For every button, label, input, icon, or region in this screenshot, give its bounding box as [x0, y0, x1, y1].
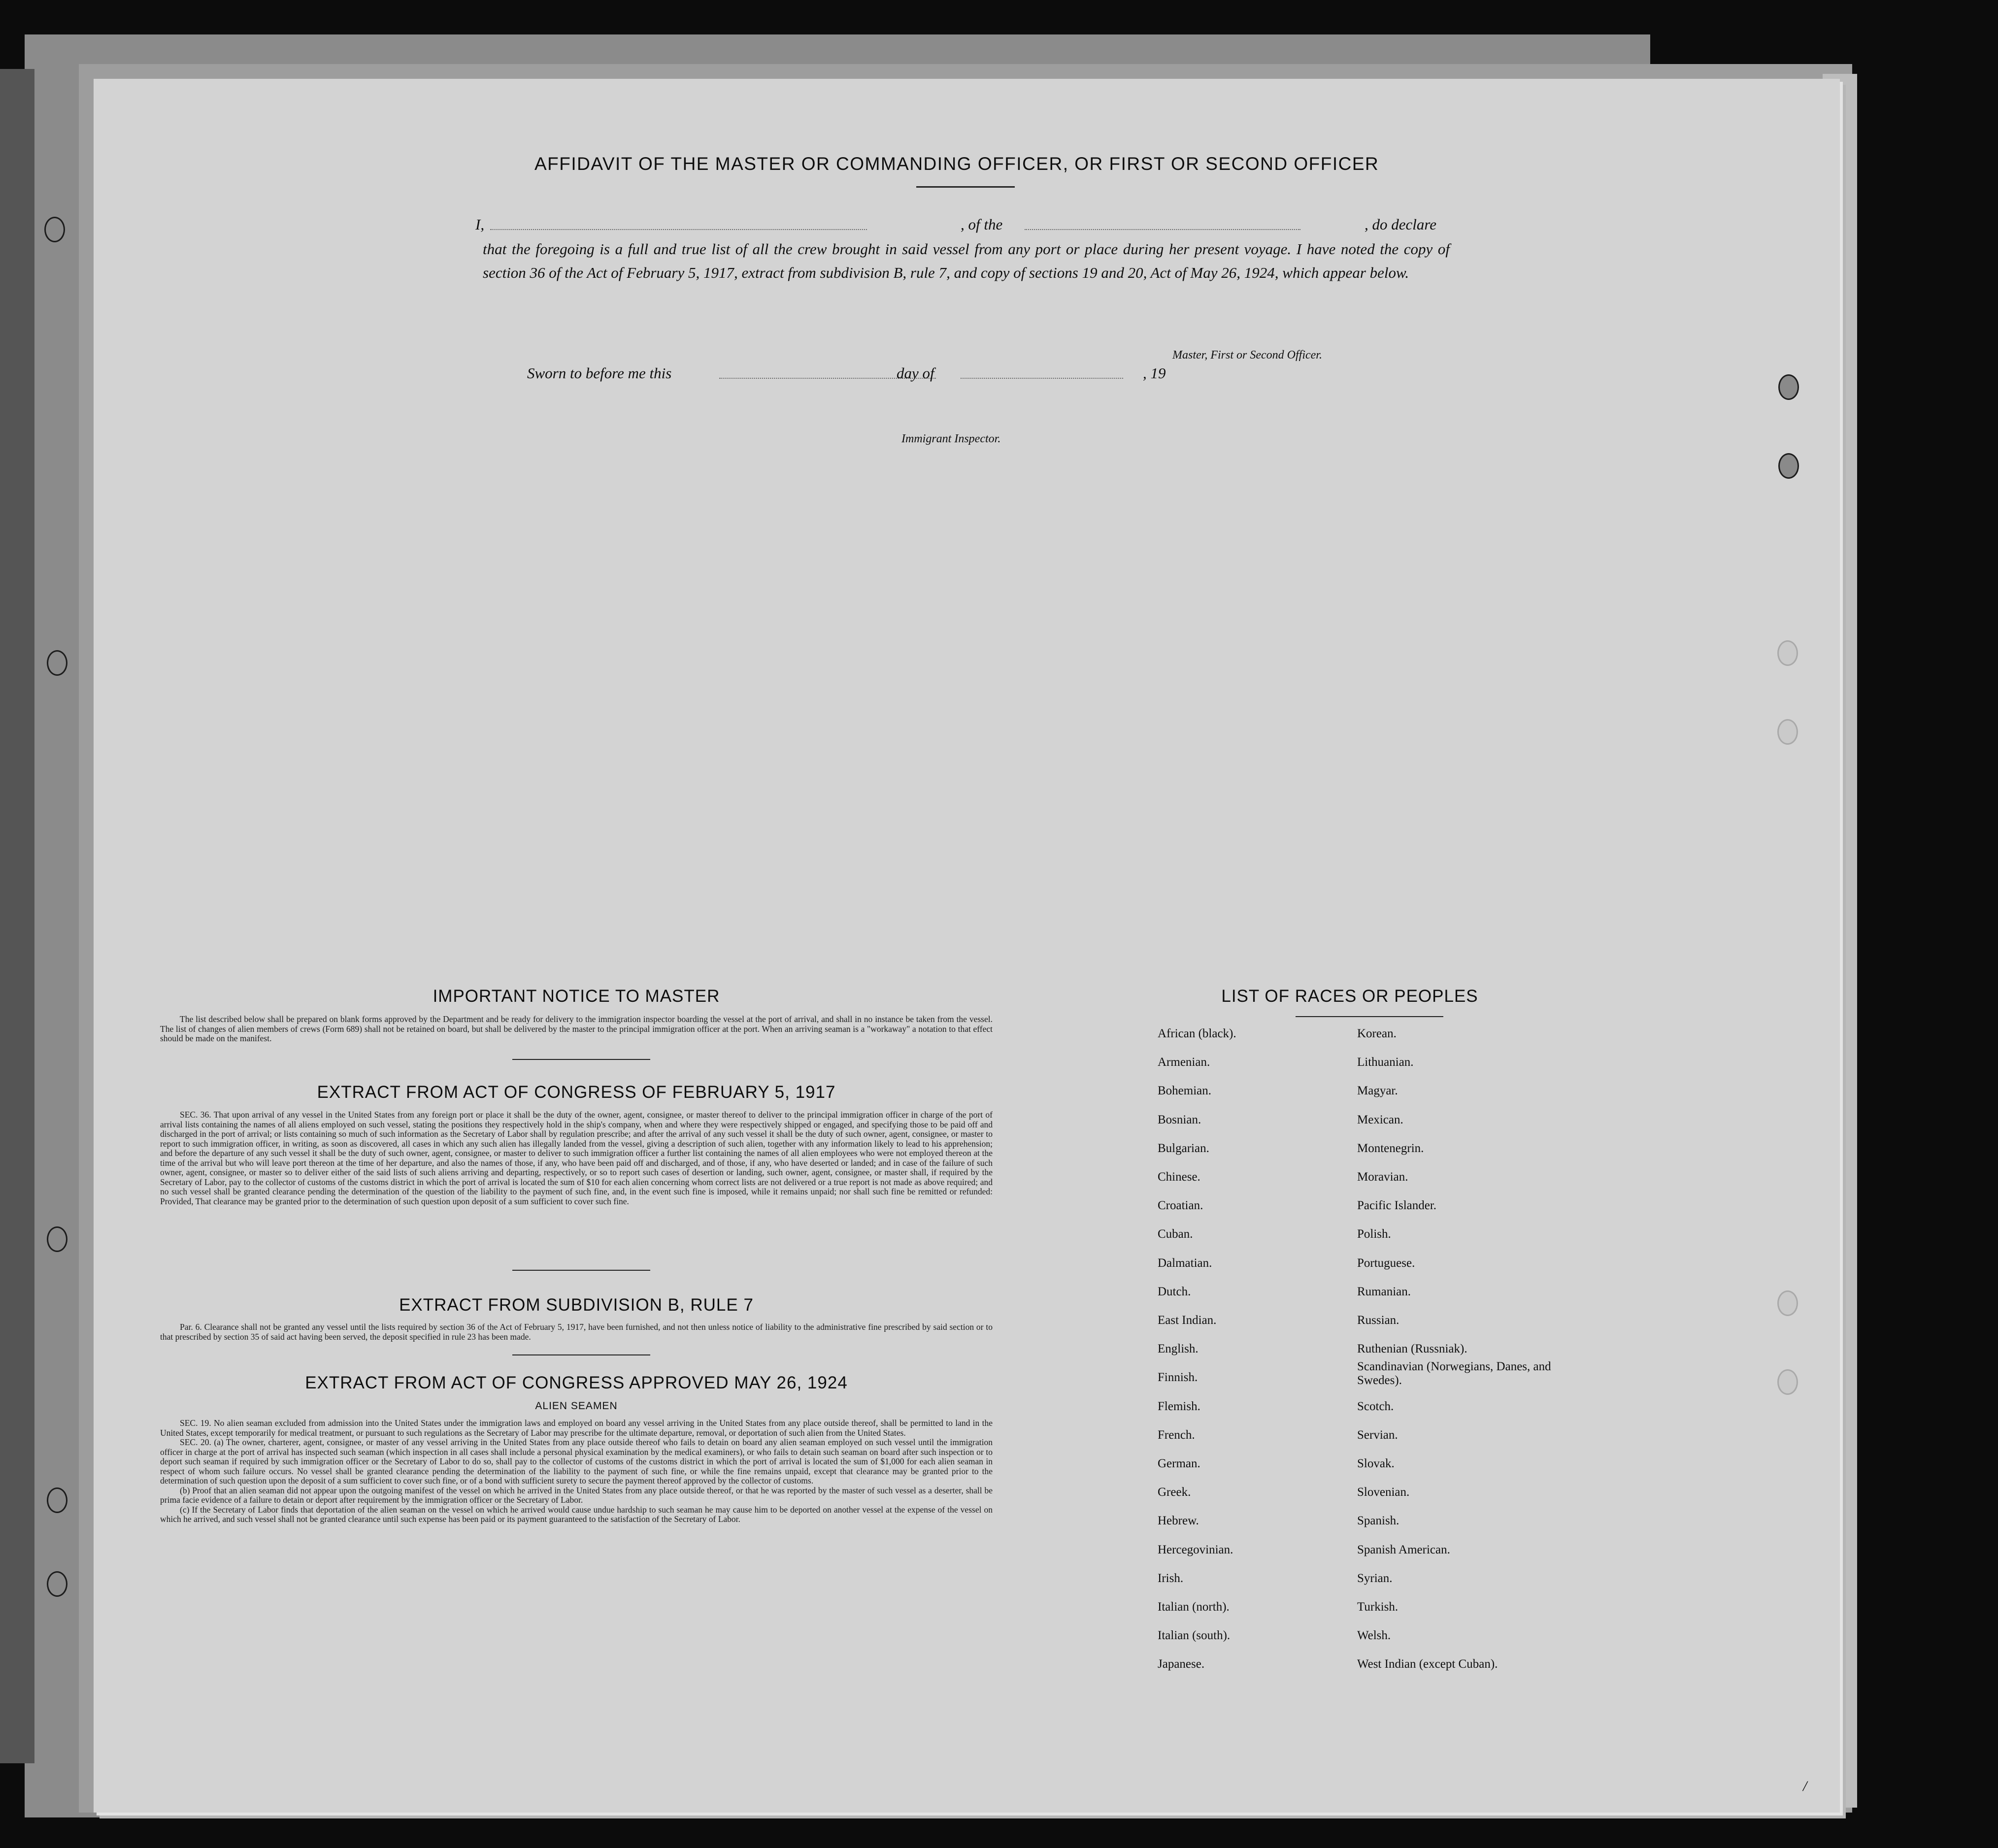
master-signature-label: Master, First or Second Officer.	[1172, 349, 1322, 362]
race-item: Hercegovinian.	[1158, 1543, 1233, 1556]
race-item: German.	[1158, 1457, 1200, 1470]
sheet-hole	[1777, 1290, 1798, 1316]
race-item: Finnish.	[1158, 1371, 1198, 1385]
race-item: Dutch.	[1158, 1285, 1191, 1298]
day-of-label: day of	[897, 364, 934, 382]
race-item: Italian (south).	[1158, 1629, 1231, 1643]
section-20b-text: (b) Proof that an alien seaman did not appear upon the outgoing manifest of the vessel on which he arrived in the United States from any place outside thereof, or that he was reported by the master of such vessel as a deserter, shall be prima facie evidence of a failure to detain or deport after requirement by the immigration officer or the Secretary of Labor.	[160, 1485, 993, 1505]
sworn-month-field[interactable]	[961, 378, 1123, 379]
sworn-label: Sworn to before me this	[527, 364, 672, 382]
race-item: Russian.	[1357, 1314, 1399, 1327]
races-title: LIST OF RACES OR PEOPLES	[1221, 987, 1478, 1006]
race-item: Polish.	[1357, 1227, 1391, 1241]
binder-hole	[44, 217, 65, 242]
race-item: Ruthenian (Russniak).	[1357, 1342, 1467, 1356]
race-item: Irish.	[1158, 1571, 1184, 1585]
race-item: Flemish.	[1158, 1399, 1200, 1413]
sheet-hole	[1778, 374, 1799, 400]
race-item: Bulgarian.	[1158, 1141, 1209, 1155]
race-item: Cuban.	[1158, 1227, 1193, 1241]
sheet-hole	[1777, 719, 1798, 745]
notice-title: IMPORTANT NOTICE TO MASTER	[433, 987, 720, 1006]
section-20c-text: (c) If the Secretary of Labor finds that deportation of the alien seaman on the vessel on which he arrived would cause undue hardship to such seaman he may cause him to be deported on another vessel at the expense of the vessel on which he arrived, and such vessel shall not be granted clearance until such expense has been paid or its payment guaranteed to the satisfaction of the Secretary of Labor.	[160, 1504, 993, 1524]
race-item: Slovenian.	[1357, 1485, 1410, 1499]
race-item: Dalmatian.	[1158, 1256, 1212, 1270]
do-declare-label: , do declare	[1365, 216, 1437, 233]
race-item: English.	[1158, 1342, 1199, 1356]
alien-seamen-subtitle: ALIEN SEAMEN	[535, 1400, 618, 1412]
race-item: Greek.	[1158, 1485, 1191, 1499]
binder-hole	[47, 1226, 67, 1252]
binder-spine	[0, 69, 34, 1763]
race-item: Japanese.	[1158, 1657, 1205, 1671]
inspector-signature-label: Immigrant Inspector.	[901, 432, 1001, 445]
extract-rule7-title: EXTRACT FROM SUBDIVISION B, RULE 7	[399, 1295, 754, 1315]
race-item: Korean.	[1357, 1027, 1397, 1040]
title-rule	[916, 186, 1015, 188]
race-item: Bohemian.	[1158, 1084, 1212, 1098]
race-item: Pacific Islander.	[1357, 1199, 1437, 1213]
races-title-rule	[1296, 1016, 1443, 1017]
race-item: Italian (north).	[1158, 1600, 1230, 1614]
sheet-hole	[1777, 1369, 1798, 1395]
manifest-sheet	[94, 79, 1840, 1813]
race-item: Lithuanian.	[1357, 1056, 1414, 1069]
extract-rule7-text: Par. 6. Clearance shall not be granted any vessel until the lists required by section 36 of the Act of February 5, 1917, have been furnished, and not then unless notice of liability to the administrative fine prescribed by said section or to that prescribed by section 35 of said act having been served, the deposit specified in rule 23 has been made.	[160, 1322, 993, 1342]
race-item: Spanish American.	[1357, 1543, 1450, 1556]
race-item: Croatian.	[1158, 1199, 1203, 1213]
vessel-name-field[interactable]	[1025, 229, 1300, 230]
race-item: Spanish.	[1357, 1514, 1399, 1528]
binder-hole	[47, 1571, 67, 1597]
race-item: Armenian.	[1158, 1056, 1210, 1069]
extract-1917-title: EXTRACT FROM ACT OF CONGRESS OF FEBRUARY 5, 1917	[317, 1083, 836, 1102]
race-item: Mexican.	[1357, 1113, 1403, 1126]
race-item: Rumanian.	[1357, 1285, 1411, 1298]
race-item: Magyar.	[1357, 1084, 1398, 1098]
race-item: Portuguese.	[1357, 1256, 1415, 1270]
binder-hole	[47, 650, 67, 676]
race-item: Servian.	[1357, 1428, 1398, 1442]
sheet-hole	[1777, 640, 1798, 666]
race-item: African (black).	[1158, 1027, 1236, 1040]
binder-hole	[47, 1487, 67, 1513]
race-item: Hebrew.	[1158, 1514, 1199, 1528]
section-rule	[512, 1059, 650, 1060]
race-item: East Indian.	[1158, 1314, 1217, 1327]
race-item: West Indian (except Cuban).	[1357, 1657, 1498, 1671]
race-item: Slovak.	[1357, 1457, 1395, 1470]
affiant-label: I,	[475, 216, 485, 233]
extract-1924-title: EXTRACT FROM ACT OF CONGRESS APPROVED MAY 26, 1924	[305, 1373, 848, 1392]
race-item: Syrian.	[1357, 1571, 1393, 1585]
race-item: Scandinavian (Norwegians, Danes, and Swedes).	[1357, 1360, 1551, 1387]
notice-text: The list described below shall be prepared on blank forms approved by the Department and be ready for delivery to the immigration inspector boarding the vessel at the port of arrival, and shall in no instance be taken from the vessel. The list of changes of alien members of crews (Form 689) shall not be retained on board, but shall be delivered by the master to the principal immigration officer at the port. When an arriving seaman is a "workaway" a notation to that effect should be made on the manifest.	[160, 1014, 993, 1043]
affidavit-title: AFFIDAVIT OF THE MASTER OR COMMANDING OFFICER, OR FIRST OR SECOND OFFICER	[534, 154, 1379, 174]
race-item: Moravian.	[1357, 1170, 1408, 1184]
race-item: Turkish.	[1357, 1600, 1399, 1614]
extract-1917-text: SEC. 36. That upon arrival of any vessel in the United States from any foreign port or place it shall be the duty of the owner, agent, consignee, or master thereof to deliver to the principal immigration officer in charge of the port of arrival lists containing the names of all aliens employed on such vessel, stating the positions they respectively hold in the ship's company, when and where they were respectively shipped or engaged, and specifying those to be paid off and discharged in the port of arrival; or lists containing so much of such information as the Secretary of Labor shall by regulation prescribe; and after the arrival of any such vessel it shall be the duty of such owner, agent, consignee, or master to report to such immigration officer, in writing, as soon as discovered, all cases in which any such alien has illegally landed from the vessel, giving a description of such alien, together with any information likely to lead to his apprehension; and before the departure of any such vessel it shall be the duty of such owner, agent, consignee, or master to deliver to such immigration officer a further list containing the names of all alien employees who were not employed thereon at the time of the arrival but who will leave port thereon at the time of her departure, and also the names of those, if any, who have been paid off and discharged, and of those, if any, who have deserted or landed; and in case of the failure of such owner, agent, consignee, or master so to deliver either of the said lists of such aliens arriving and departing, respectively, or so to report such cases of desertion or landing, such owner, agent, consignee, or master shall, if required by the Secretary of Labor, pay to the collector of customs of the customs district in which the port of arrival is located the sum of $10 for each alien concerning whom correct lists are not delivered or a true report is not made as above required; and no such vessel shall be granted clearance pending the determination of the question of the liability to the payment of such fine, and, in the event such fine is imposed, while it remains unpaid; nor shall such fine be remitted or refunded: Provided, That clearance may be granted prior to the determination of such question upon deposit of a sum sufficient to cover such fine.	[160, 1110, 993, 1206]
race-item: Welsh.	[1357, 1629, 1391, 1643]
section-19-text: SEC. 19. No alien seaman excluded from admission into the United States under the immigration laws and employed on board any vessel arriving in the United States from any place outside thereof, shall be permitted to land in the United States, except temporarily for medical treatment, or pursuant to such regulations as the Secretary of Labor may prescribe for the ultimate departure, removal, or deportation of such alien from the United States.	[160, 1418, 993, 1438]
of-the-label: , of the	[961, 216, 1003, 233]
race-item: Chinese.	[1158, 1170, 1200, 1184]
race-item: French.	[1158, 1428, 1195, 1442]
sheet-hole	[1778, 453, 1799, 479]
race-item: Scotch.	[1357, 1399, 1394, 1413]
year-label: , 19	[1143, 364, 1166, 382]
race-item: Bosnian.	[1158, 1113, 1201, 1126]
race-item: Montenegrin.	[1357, 1141, 1424, 1155]
section-20a-text: SEC. 20. (a) The owner, charterer, agent, consignee, or master of any vessel arriving in the United States from any place outside thereof who fails to detain on board any alien seaman employed on such vessel until the immigration officer in charge at the port of arrival has inspected such seaman (which inspection in all cases shall include a personal physical examination by the medical examiners), or who fails to detain such seaman on board after such inspection or to deport such seaman if required by such immigration officer or the Secretary of Labor to do so, shall pay to the collector of customs of the customs district in which the port of arrival is located the sum of $1,000 for each alien seaman in respect of whom such failure occurs. No vessel shall be granted clearance pending the determination of the liability to the payment of such fine, or while the fine remains unpaid, except that clearance may be granted prior to the determination of such question upon the deposit of a sum sufficient to cover such fine, or of a bond with sufficient surety to secure the payment thereof approved by the collector of customs.	[160, 1437, 993, 1485]
affiant-name-field[interactable]	[490, 229, 867, 230]
affidavit-body: that the foregoing is a full and true list of all the crew brought in said vessel from any port or place during her present voyage. I have noted the copy of section 36 of the Act of February 5, 1917, extract from subdivision B, rule 7, and copy of sections 19 and 20, Act of May 26, 1924, which appear below.	[483, 240, 1450, 281]
section-rule	[512, 1270, 650, 1271]
extract-1924-text	[160, 1419, 993, 1524]
page-number-mark: /	[1803, 1778, 1807, 1794]
section-rule	[512, 1354, 650, 1355]
